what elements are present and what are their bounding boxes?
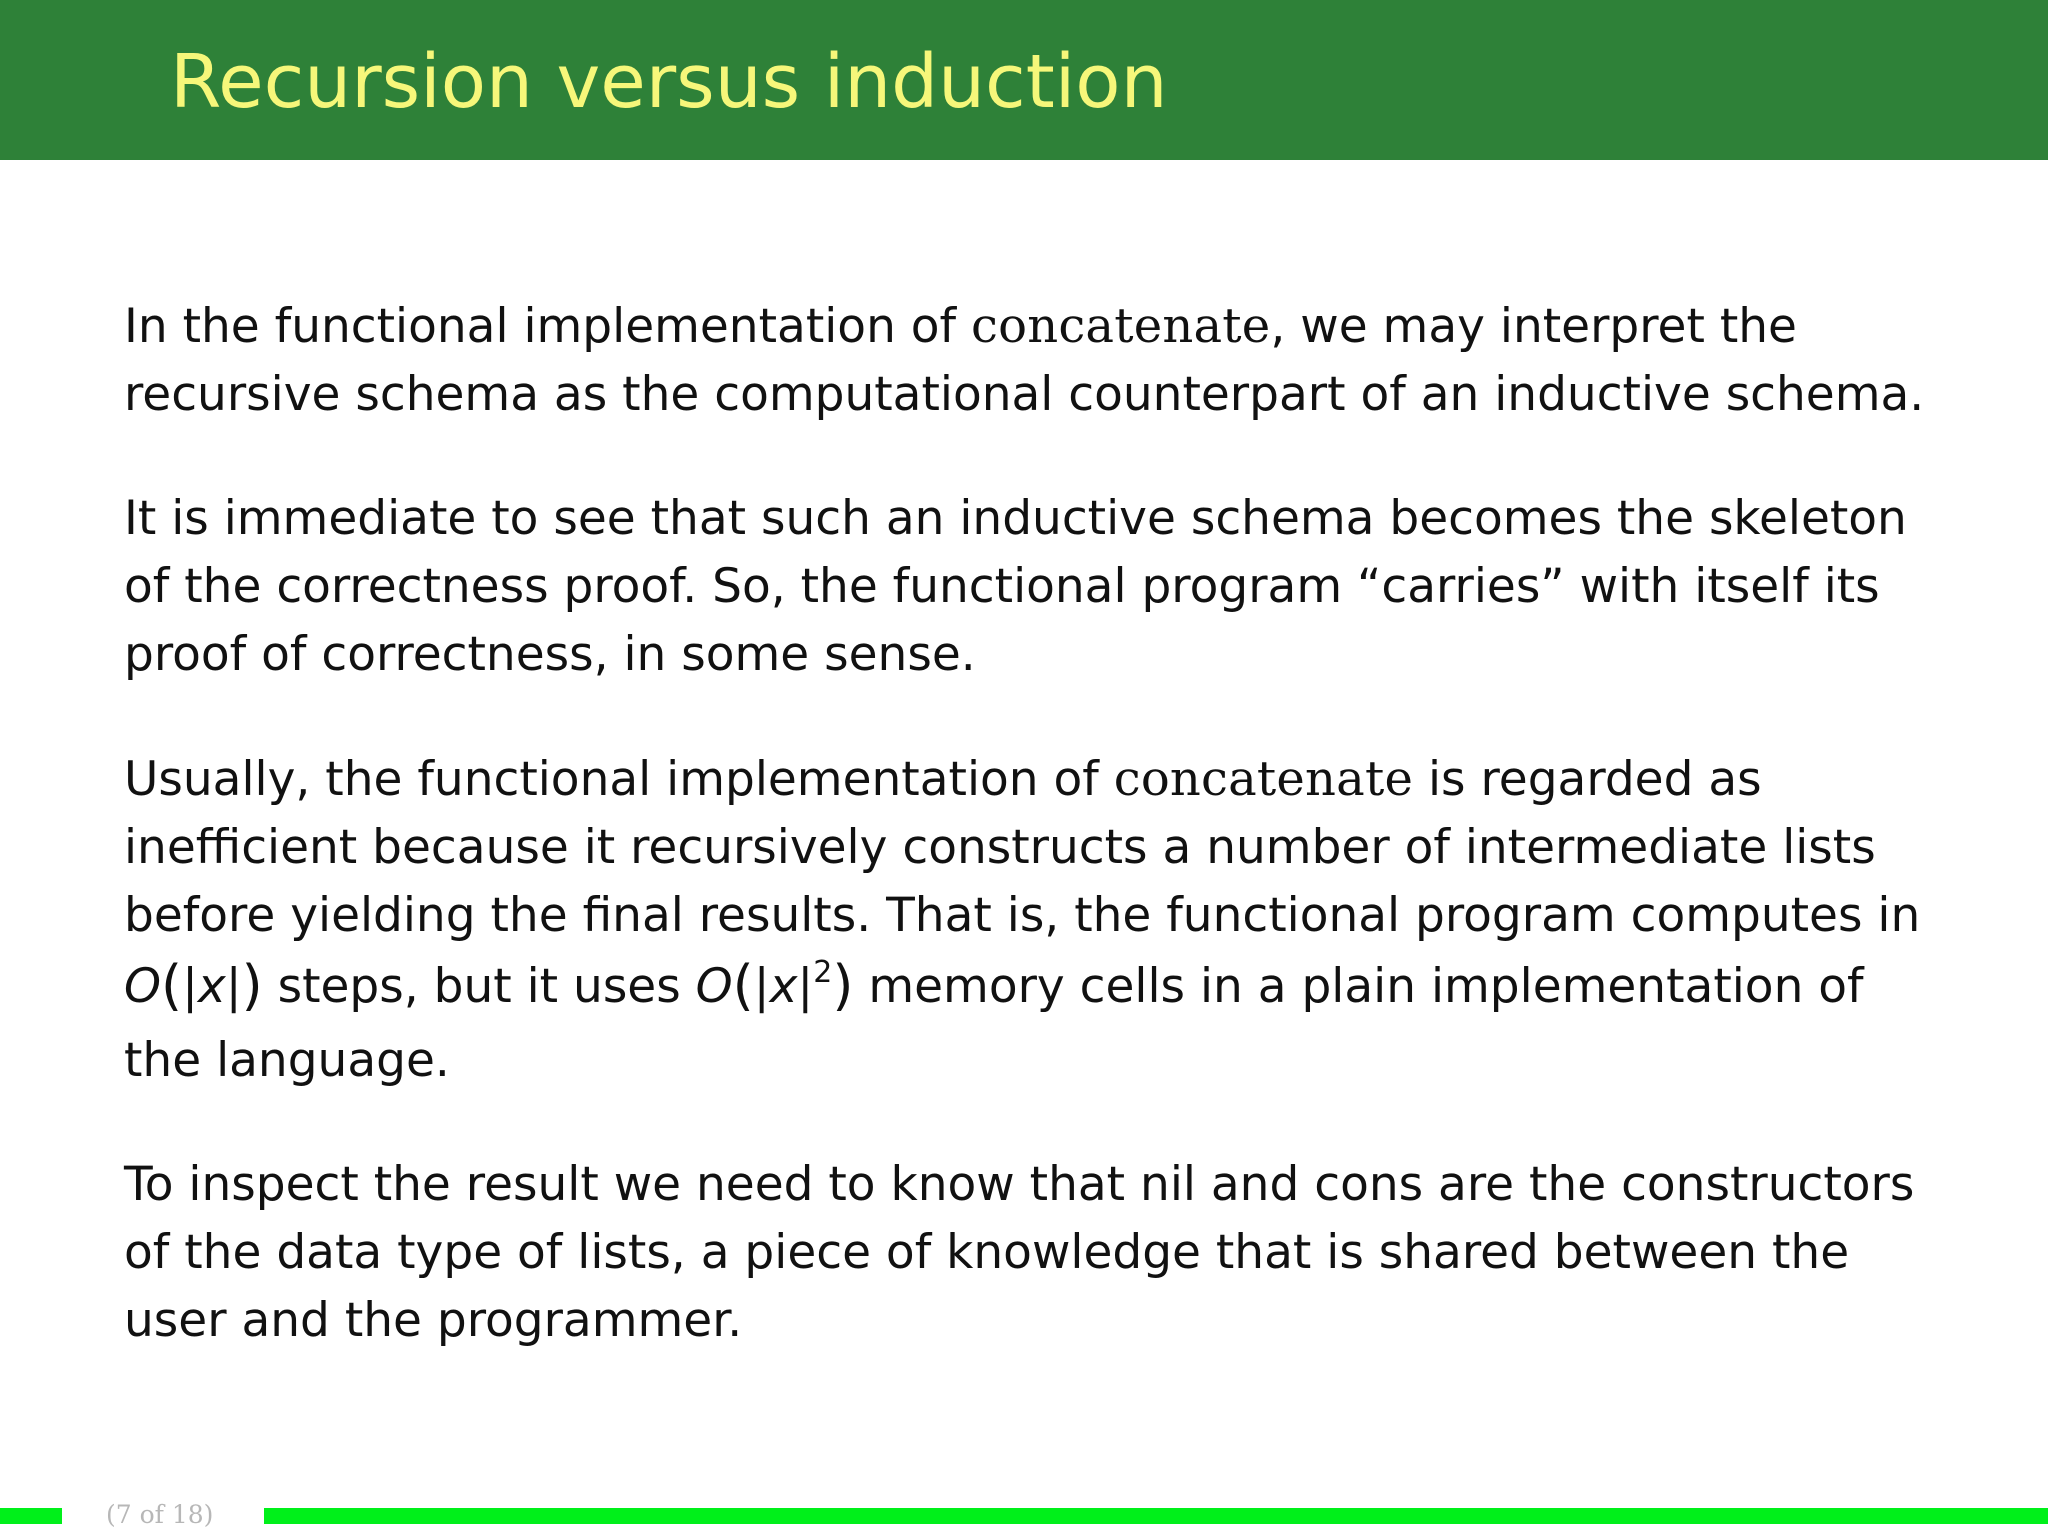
math-close-paren: )	[241, 954, 263, 1017]
math-superscript-two: 2	[813, 955, 833, 990]
function-name-concatenate-2: concatenate	[1113, 751, 1414, 807]
big-o-symbol-2: O	[695, 959, 733, 1014]
paragraph-correctness-proof: It is immediate to see that such an inductive schema becomes the skeleton of the correctness proof. So, the functional program “carries” with itself its proof of correctness, in some sense.	[124, 491, 1907, 682]
paragraph-1-after: , we may interpret the recursive schema as the computational counterpart of an inductive schema.	[124, 299, 1925, 422]
big-o-quadratic-expression	[695, 954, 854, 1017]
function-name-concatenate: concatenate	[971, 298, 1271, 354]
math-x-length-2: |x|	[753, 959, 814, 1014]
paragraph-functional-implementation	[124, 292, 1954, 429]
paragraph-3-middle: is regarded as inefficient because it recursively constructs a number of intermediate lists before yielding the final results. That is, the functional program computes in	[124, 752, 1921, 943]
math-open-paren: (	[161, 954, 183, 1017]
slide-title: Recursion versus induction	[170, 39, 1168, 125]
paragraph-1-before: In the functional implementation of	[124, 299, 972, 354]
big-o-linear-expression	[124, 954, 263, 1017]
footer-right-progress-bar	[264, 1508, 2048, 1524]
paragraph-efficiency	[124, 745, 1954, 1095]
page-number: (7 of 18)	[106, 1500, 214, 1529]
paragraph-3-before: Usually, the functional implementation of	[124, 752, 1114, 807]
title-bar	[0, 0, 2048, 160]
paragraph-constructors: To inspect the result we need to know that nil and cons are the constructors of the data type of lists, a piece of knowledge that is shared between the user and the programmer.	[124, 1157, 1915, 1348]
math-x-length: |x|	[182, 959, 242, 1014]
paragraph-3-steps-text: steps, but it uses	[262, 959, 696, 1014]
slide-content	[124, 292, 1954, 1411]
paragraph-3-end: memory cells in a plain implementation of the language.	[124, 959, 1864, 1088]
math-open-paren-2: (	[732, 954, 754, 1017]
math-close-paren-2: )	[832, 954, 854, 1017]
footer-left-progress-bar	[0, 1508, 62, 1524]
big-o-symbol: O	[124, 959, 161, 1014]
